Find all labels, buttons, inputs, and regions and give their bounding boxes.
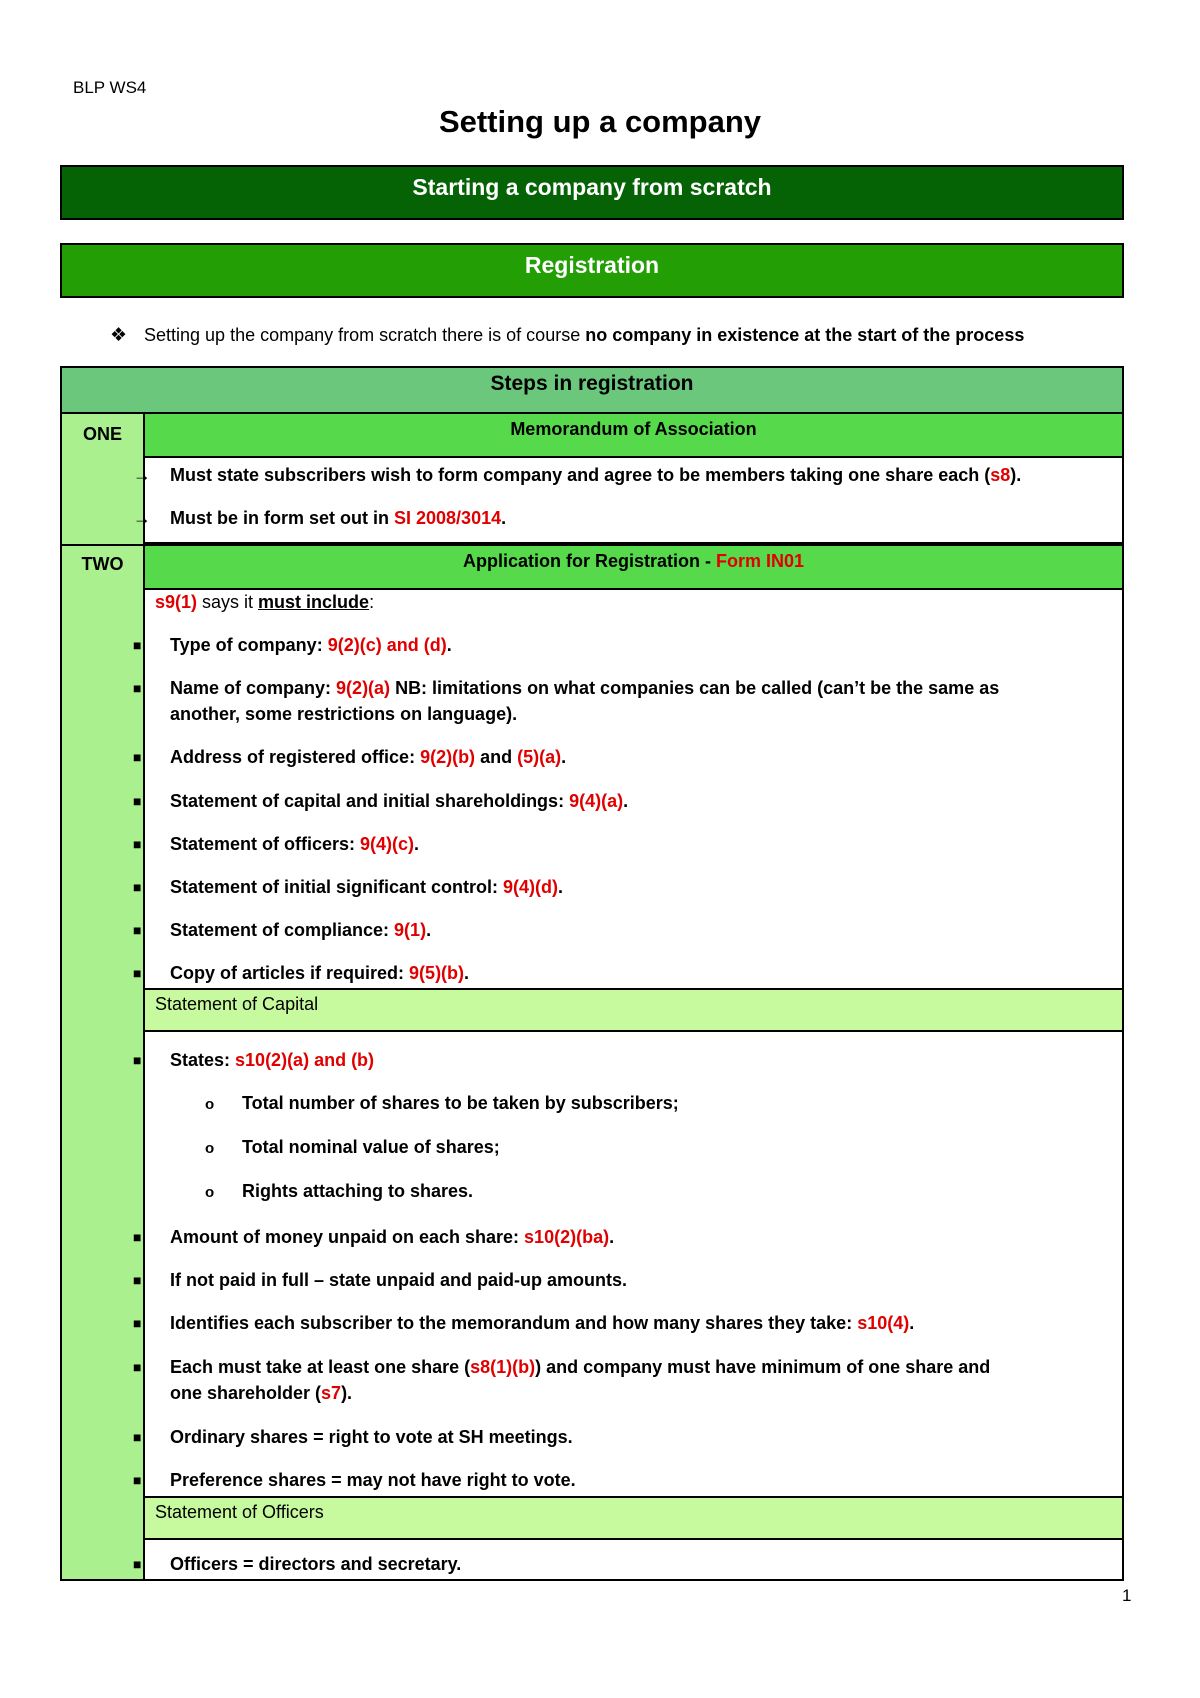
step-one-item: → Must state subscribers wish to form company and agree to be members taking one share each (s8). xyxy=(133,462,1021,488)
list-item: ■ Ordinary shares = right to vote at SH meetings. xyxy=(133,1424,1013,1450)
circle-bullet-icon: o xyxy=(205,1096,215,1113)
step-two-label: TWO xyxy=(81,554,124,574)
list-item: ■ Each must take at least one share (s8(1)(b)) and company must have minimum of one share and one shareholder (s7). xyxy=(133,1354,1013,1406)
step-two-title-bar xyxy=(145,544,1122,590)
document-header-code: BLP WS4 xyxy=(73,78,147,97)
square-bullet-icon: ■ xyxy=(133,836,142,852)
square-bullet-icon: ■ xyxy=(133,879,142,895)
list-item: ■ Copy of articles if required: 9(5)(b). xyxy=(133,960,1013,986)
square-bullet-icon: ■ xyxy=(133,1556,142,1572)
square-bullet-icon: ■ xyxy=(133,1229,142,1245)
list-item: ■ Statement of compliance: 9(1). xyxy=(133,917,1013,943)
step-one-title-bar: Memorandum of Association xyxy=(145,414,1122,458)
square-bullet-icon: ■ xyxy=(133,922,142,938)
step-two-title: Application for Registration - xyxy=(462,551,716,571)
list-item: ■ Officers = directors and secretary. xyxy=(133,1551,1013,1577)
square-bullet-icon: ■ xyxy=(133,1429,142,1445)
intro-text-b: no company in existence at the start of the process xyxy=(585,325,1025,345)
section-banner-main: Starting a company from scratch xyxy=(60,165,1124,220)
list-item: ■ Address of registered office: 9(2)(b) and (5)(a). xyxy=(133,744,1013,770)
steps-table-header: Steps in registration xyxy=(62,368,1122,414)
square-bullet-icon: ■ xyxy=(133,749,142,765)
square-bullet-icon: ■ xyxy=(133,637,142,653)
sub-list-item: o Total number of shares to be taken by subscribers; xyxy=(205,1090,679,1118)
list-item: ■ If not paid in full – state unpaid and paid-up amounts. xyxy=(133,1267,1013,1293)
list-item: ■ Amount of money unpaid on each share: s10(2)(ba). xyxy=(133,1224,1013,1250)
intro-bullet xyxy=(110,324,1024,347)
list-item: ■ States: s10(2)(a) and (b) xyxy=(133,1047,1013,1073)
square-bullet-icon: ■ xyxy=(133,1315,142,1331)
step-one-item: → Must be in form set out in SI 2008/3014. xyxy=(133,505,506,531)
arrow-right-icon: → xyxy=(133,508,151,528)
statement-of-capital-header: Statement of Capital xyxy=(145,988,1122,1032)
circle-bullet-icon: o xyxy=(205,1140,215,1157)
step-two-title-ref: Form IN01 xyxy=(715,551,805,571)
arrow-right-icon: → xyxy=(133,465,151,485)
section-banner-registration: Registration xyxy=(60,243,1124,298)
list-item: ■ Identifies each subscriber to the memorandum and how many shares they take: s10(4). xyxy=(133,1310,1013,1336)
step-divider xyxy=(62,544,143,546)
list-item: ■ Type of company: 9(2)(c) and (d). xyxy=(133,632,1013,658)
square-bullet-icon: ■ xyxy=(133,965,142,981)
list-item: ■ Statement of capital and initial shareholdings: 9(4)(a). xyxy=(133,788,1013,814)
square-bullet-icon: ■ xyxy=(133,1052,142,1068)
page-number: 1 xyxy=(1122,1586,1132,1605)
intro-text-a: Setting up the company from scratch there is of course xyxy=(144,325,586,345)
list-item: ■ Statement of officers: 9(4)(c). xyxy=(133,831,1013,857)
page-title: Setting up a company xyxy=(438,104,762,139)
list-item: ■ Preference shares = may not have right to vote. xyxy=(133,1467,1013,1493)
square-bullet-icon: ■ xyxy=(133,1359,142,1375)
list-item: ■ Name of company: 9(2)(a) NB: limitations on what companies can be called (can’t be the same as another, some restrictions on language). xyxy=(133,675,1013,727)
step-one-label: ONE xyxy=(82,424,122,444)
diamond-bullet-icon: ❖ xyxy=(110,325,128,346)
circle-bullet-icon: o xyxy=(205,1184,215,1201)
square-bullet-icon: ■ xyxy=(133,1272,142,1288)
row-divider xyxy=(145,542,1122,544)
step-two-intro: s9(1) says it must include: xyxy=(155,592,375,612)
square-bullet-icon: ■ xyxy=(133,680,142,696)
square-bullet-icon: ■ xyxy=(133,1472,142,1488)
statement-of-officers-header: Statement of Officers xyxy=(145,1496,1122,1540)
sub-list-item: o Total nominal value of shares; xyxy=(205,1134,500,1162)
sub-list-item: o Rights attaching to shares. xyxy=(205,1178,473,1206)
square-bullet-icon: ■ xyxy=(133,793,142,809)
list-item: ■ Statement of initial significant control: 9(4)(d). xyxy=(133,874,1013,900)
